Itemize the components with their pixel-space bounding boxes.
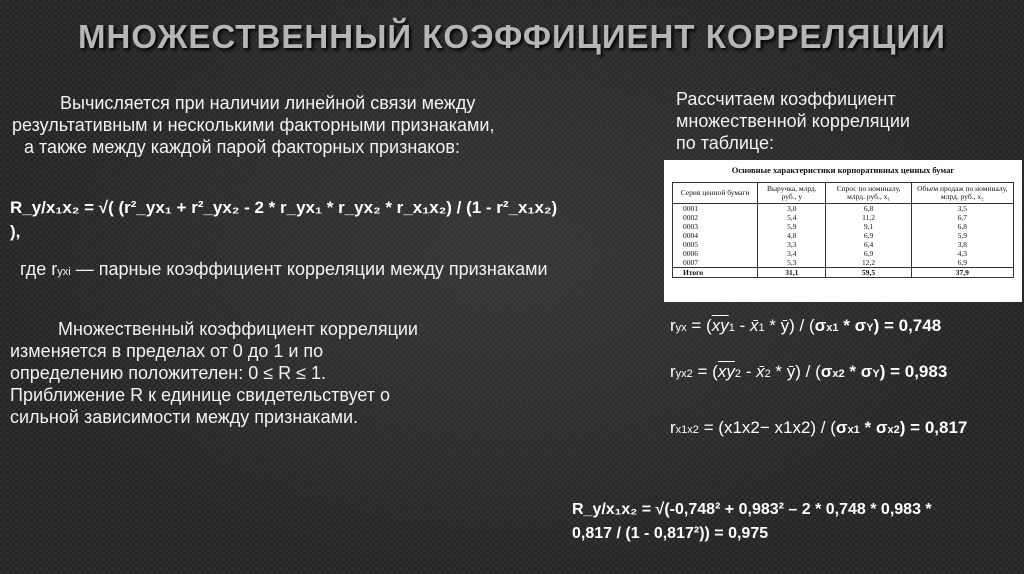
calc-line: множественной корреляции xyxy=(676,111,910,131)
table-cell: 4,8 xyxy=(758,231,826,240)
expr-tail: * ȳ) / ( xyxy=(770,362,821,381)
table-cell: 3,8 xyxy=(911,240,1013,249)
range-line: Множественный коэффициент корреляции xyxy=(58,319,418,339)
calc-intro xyxy=(676,88,996,154)
table-row xyxy=(673,222,1014,231)
r-x1x2-formula: rx1x2 = (x1x2− x1x2) / (σx1 * σx2) = 0,817 xyxy=(670,418,968,437)
table-cell: 0001 xyxy=(673,204,758,214)
table-cell: 0006 xyxy=(673,249,758,258)
x-sub: 1 xyxy=(758,322,765,334)
sigma-sub: x1 xyxy=(826,322,839,334)
intro-paragraph xyxy=(0,92,600,158)
table-header: Выручка, млрд. руб., y xyxy=(758,183,826,204)
table-cell: 37,9 xyxy=(911,268,1013,278)
calc-line: Рассчитаем коэффициент xyxy=(676,89,896,109)
table-row xyxy=(673,231,1014,240)
r-label: r xyxy=(670,362,676,381)
formula-line: ), xyxy=(10,222,21,241)
table-cell: 6,8 xyxy=(911,222,1013,231)
table-title: Основные характеристики корпоративных ценных бумаг xyxy=(731,165,955,175)
range-line: определению положителен: 0 ≤ R ≤ 1. xyxy=(10,363,326,383)
sigma-sub: Y xyxy=(872,368,880,380)
sigma-sub: x2 xyxy=(887,424,900,436)
table-cell: 5,4 xyxy=(758,213,826,222)
r-sub: yx xyxy=(675,322,687,334)
calc-line: по таблице: xyxy=(676,133,774,153)
r-label: r xyxy=(670,316,676,335)
r-yx2-formula: $ryx2 = (\overline{xy}2$ - x̄2 * ȳ) / (σx2 * σY) = 0,983 xyxy=(670,362,948,381)
table-cell: 3,0 xyxy=(758,204,826,214)
x-mean: x̄ xyxy=(756,362,765,381)
table-cell: 12,2 xyxy=(826,258,911,268)
table-cell: 11,2 xyxy=(826,213,911,222)
r-yx1-value: 0,748 xyxy=(898,316,942,335)
x-sub: 2 xyxy=(764,368,771,380)
sigma-sub: x2 xyxy=(832,368,845,380)
table-cell: 3,3 xyxy=(758,240,826,249)
table-cell: 0007 xyxy=(673,258,758,268)
multiple-correlation-formula xyxy=(10,196,655,244)
range-line: сильной зависимости между признаками. xyxy=(10,407,359,427)
table-cell: 6,8 xyxy=(826,204,911,214)
where-subscript: yxi xyxy=(57,266,71,278)
table-cell: 6,9 xyxy=(826,231,911,240)
table-header: Объем продаж по номиналу, млрд. руб., x₂ xyxy=(911,183,1013,204)
table-cell: 5,9 xyxy=(758,222,826,231)
r-yx1-formula: ryx = ($\overline{xy}1$ - x̄1 * ȳ) / (σx1 * σY) = 0,748 xyxy=(670,316,942,335)
table-header: Серия ценной бумаги xyxy=(673,183,758,204)
intro-line: результативным и несколькими факторными признаками, xyxy=(12,115,495,135)
table-cell: 6,4 xyxy=(826,240,911,249)
x1x2-expr: (x1x2− x1x2) / ( xyxy=(718,418,836,437)
table-row xyxy=(673,213,1014,222)
table-total-row xyxy=(673,268,1014,278)
table-cell: 5,9 xyxy=(911,231,1013,240)
table-row xyxy=(673,249,1014,258)
xy-sub: 1 xyxy=(728,322,735,334)
table-cell: 0002 xyxy=(673,213,758,222)
final-result-formula xyxy=(572,498,1022,546)
page-title: МНОЖЕСТВЕННЫЙ КОЭФФИЦИЕНТ КОРРЕЛЯЦИИ xyxy=(78,18,946,55)
table-row xyxy=(673,258,1014,268)
final-line: R_y/x₁x₂ = √(-0,748² + 0,983² – 2 * 0,748 * 0,983 * xyxy=(572,501,932,518)
table-cell: 6,9 xyxy=(826,249,911,258)
table-cell: 3,4 xyxy=(758,249,826,258)
sigma-sub: x1 xyxy=(847,424,860,436)
r-x1x2-value: 0,817 xyxy=(924,418,968,437)
table-cell: 6,7 xyxy=(911,213,1013,222)
range-line: Приближение R к единице свидетельствует о xyxy=(10,385,391,405)
expr-tail: * ȳ) / ( xyxy=(764,316,815,335)
minus: - xyxy=(734,316,750,335)
securities-table xyxy=(672,182,1014,278)
r-sub: x1x2 xyxy=(675,424,699,436)
xy-mean: $\overline{xy}$ xyxy=(717,362,735,381)
r-sub: yx2 xyxy=(675,368,693,380)
table-cell: Итого xyxy=(673,268,758,278)
where-text: — парные коэффициент корреляции между признаками xyxy=(75,259,548,279)
r-label: r xyxy=(670,418,676,437)
table-cell: 31,1 xyxy=(758,268,826,278)
sigma-sub: Y xyxy=(866,322,874,334)
range-line: изменяется в пределах от 0 до 1 и по xyxy=(10,341,324,361)
table-cell: 0003 xyxy=(673,222,758,231)
where-note xyxy=(20,258,660,283)
table-cell: 6,9 xyxy=(911,258,1013,268)
table-cell: 0005 xyxy=(673,240,758,249)
table-cell: 5,3 xyxy=(758,258,826,268)
table-row xyxy=(673,204,1014,214)
minus: - xyxy=(740,362,757,381)
table-cell: 59,5 xyxy=(826,268,911,278)
table-cell: 4,3 xyxy=(911,249,1013,258)
r-yx2-value: 0,983 xyxy=(904,362,948,381)
intro-line: а также между каждой парой факторных признаков: xyxy=(24,137,460,157)
xy-mean: $\overline{xy}$ xyxy=(711,316,729,335)
table-header: Спрос по номиналу, млрд. руб., x₁ xyxy=(826,183,911,204)
xy-sub: 2 xyxy=(734,368,741,380)
table-row xyxy=(673,240,1014,249)
table-cell: 9,1 xyxy=(826,222,911,231)
formula-line: R_y/x₁x₂ = √( (r²_yx₁ + r²_yx₂ - 2 * r_yx₁ * r_yx₂ * r_x₁x₂) / (1 - r²_x₁x₂) xyxy=(10,198,558,217)
table-cell: 3,5 xyxy=(911,204,1013,214)
table-cell: 0004 xyxy=(673,231,758,240)
range-paragraph xyxy=(10,318,570,428)
where-prefix: где r xyxy=(20,259,58,279)
x-mean: x̄ xyxy=(749,316,759,335)
securities-table-image xyxy=(664,160,1022,302)
final-line: 0,817 / (1 - 0,817²)) = 0,975 xyxy=(572,525,769,542)
intro-line: Вычисляется при наличии линейной связи между xyxy=(60,93,476,113)
